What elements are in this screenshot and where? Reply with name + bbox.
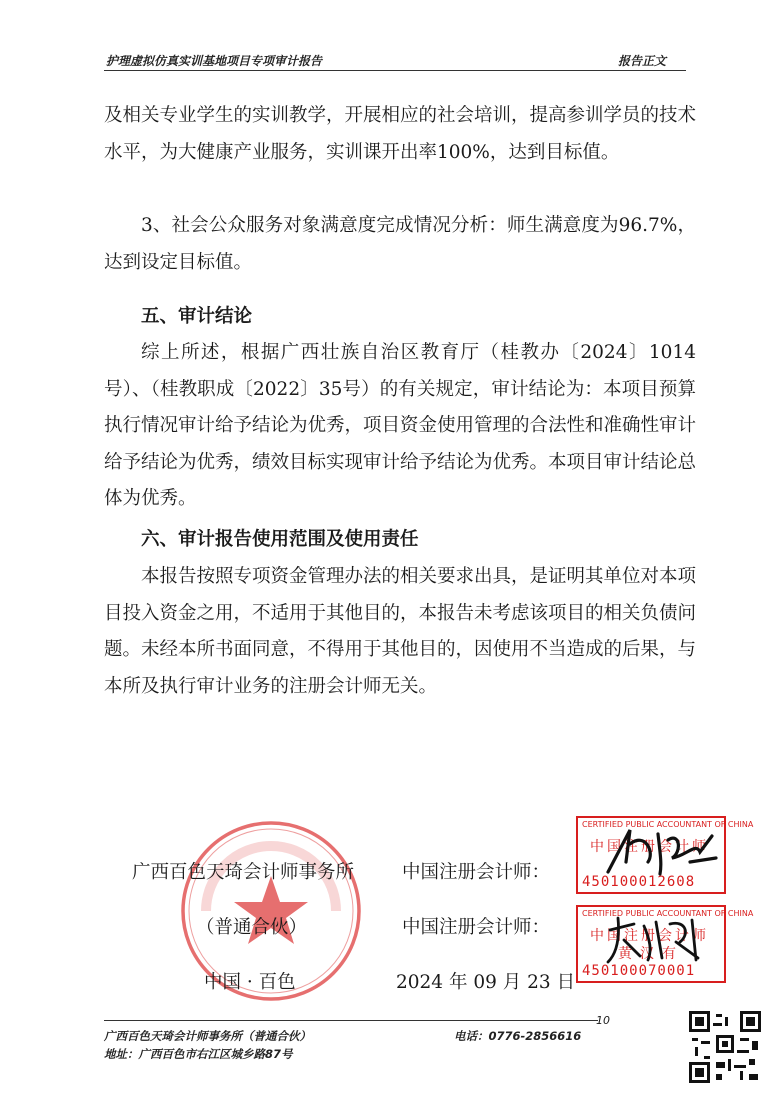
cpa-label-first: 中国注册会计师： bbox=[402, 862, 551, 883]
handwritten-signature-first bbox=[600, 822, 720, 882]
cpa-label-second: 中国注册会计师： bbox=[402, 917, 551, 938]
signature-partnership: （普通合伙） bbox=[196, 917, 308, 938]
section-heading-conclusion: 五、审计结论 bbox=[141, 306, 253, 327]
paragraph-training: 及相关专业学生的实训教学，开展相应的社会培训，提高参训学员的技术水平，为大健康产业服务，实训课开出率100%，达到目标值。 bbox=[104, 105, 697, 163]
signature-place: 中国 · 百色 bbox=[204, 972, 296, 993]
header-title: 护理虚拟仿真实训基地项目专项审计报告 bbox=[106, 54, 323, 68]
section-heading-scope: 六、审计报告使用范围及使用责任 bbox=[141, 529, 419, 550]
footer-firm: 广西百色天琦会计师事务所（普通合伙） bbox=[104, 1029, 311, 1043]
page-number: 10 bbox=[596, 1014, 610, 1027]
qr-code-icon bbox=[689, 1011, 761, 1083]
cpa-stamp-second: CERTIFIED PUBLIC ACCOUNTANT OF CHINA 中国注册会计师 黄汉有 450100070001 bbox=[576, 905, 726, 983]
header-section: 报告正文 bbox=[618, 54, 667, 68]
handwritten-signature-second bbox=[600, 910, 710, 970]
paragraph-scope: 本报告按照专项资金管理办法的相关要求出具，是证明其单位对本项目投入资金之用，不适用于其他目的，本报告未考虑该项目的相关负债问题。未经本所书面同意，不得用于其他目的，因使用不当造成的后果，与本所及执行审计业务的注册会计师无关。 bbox=[104, 566, 697, 697]
cpa-stamp-first: CERTIFIED PUBLIC ACCOUNTANT OF CHINA 中国注册会计师 450100012608 bbox=[576, 816, 726, 894]
header-divider bbox=[104, 70, 686, 71]
footer-phone: 电话：0776-2856616 bbox=[454, 1029, 582, 1043]
paragraph-conclusion: 综上所述，根据广西壮族自治区教育厅（桂教办〔2024〕1014号）、（桂教职成〔2022〕35号）的有关规定，审计结论为：本项目预算执行情况审计给予结论为优秀，项目资金使用管理的合法性和准确性审计给予结论为优秀，绩效目标实现审计给予结论为优秀。本项目审计结论总体为优秀。 bbox=[104, 342, 697, 509]
paragraph-satisfaction: 3、社会公众服务对象满意度完成情况分析：师生满意度为96.7%，达到设定目标值。 bbox=[104, 215, 696, 273]
footer-divider bbox=[104, 1020, 598, 1021]
signature-date: 2024 年 09 月 23 日 bbox=[396, 972, 576, 993]
footer-address: 地址：广西百色市右江区城乡路87号 bbox=[104, 1047, 293, 1061]
signature-firm-name: 广西百色天琦会计师事务所 bbox=[132, 862, 355, 883]
